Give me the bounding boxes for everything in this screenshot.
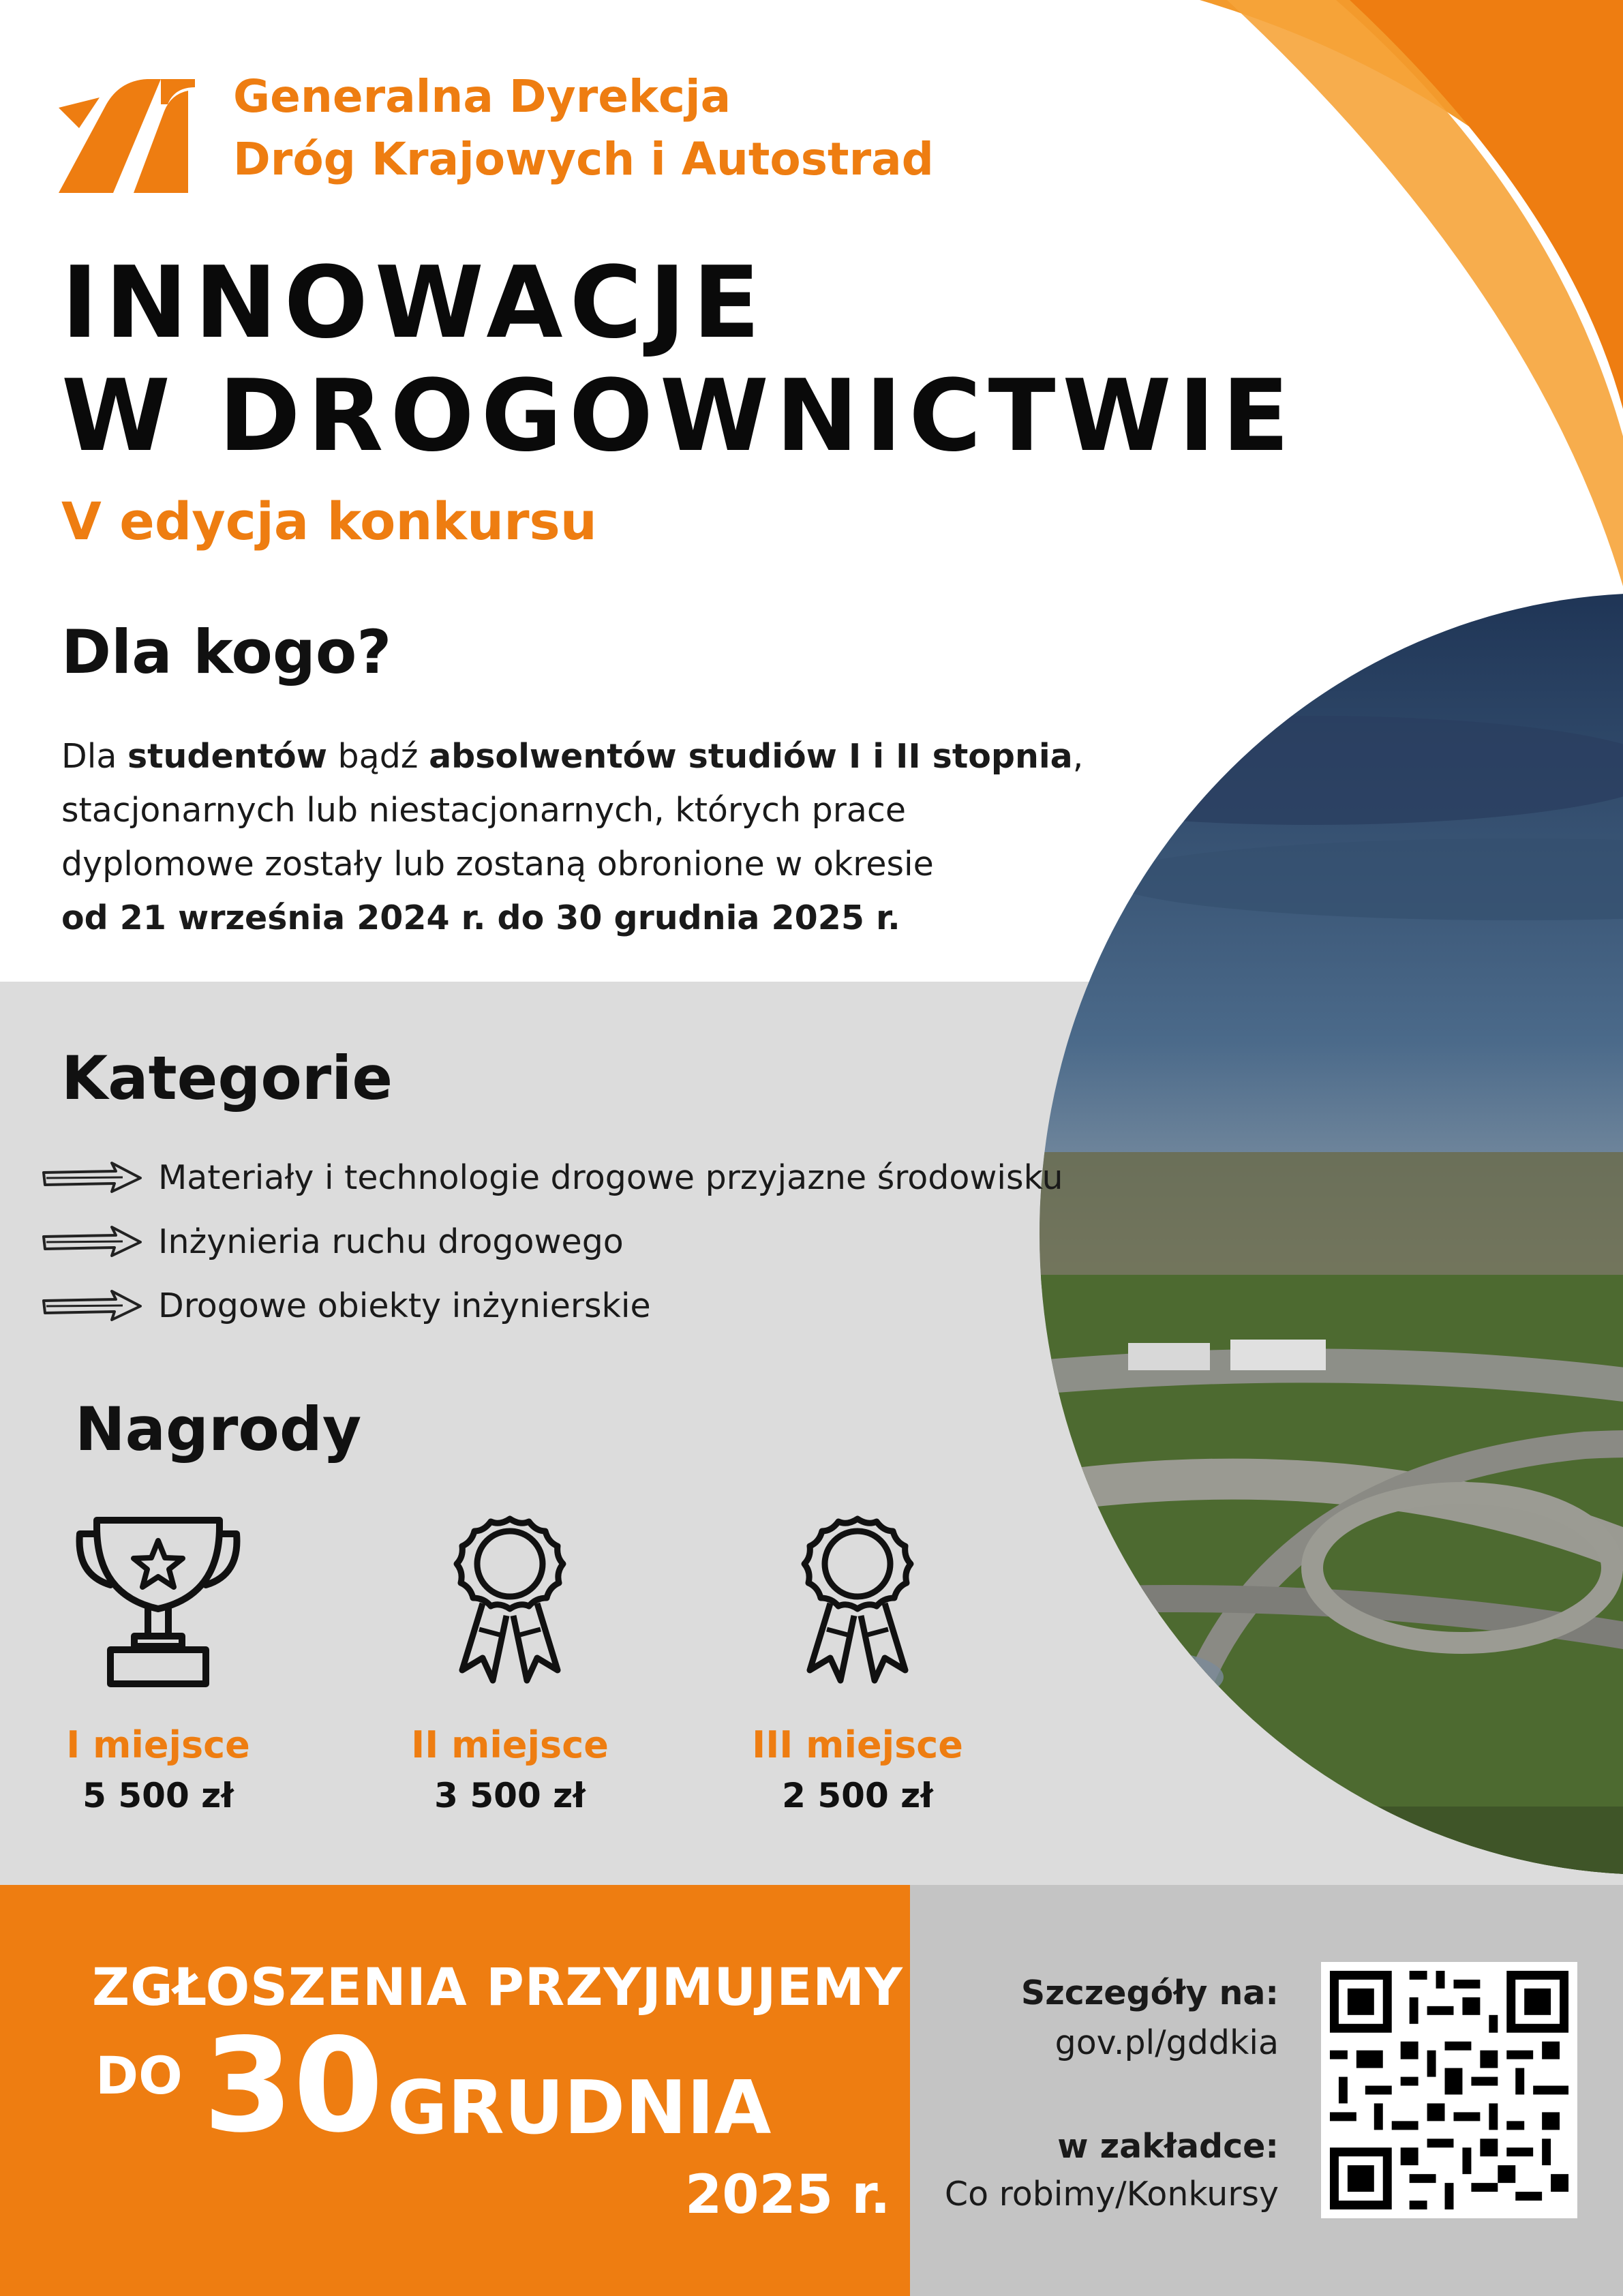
medal-icon (421, 1513, 598, 1691)
details-label (1021, 1974, 1279, 2012)
organization-name (233, 65, 934, 191)
category-label: Drogowe obiekty inżynierskie (158, 1286, 651, 1325)
prizes-heading: Nagrody (75, 1394, 362, 1464)
list-item (41, 1273, 1063, 1338)
organization-line-2: Dróg Krajowych i Autostrad (233, 133, 934, 185)
prize-place: III miejsce (752, 1723, 963, 1766)
for-whom-bold-1: studentów (127, 737, 327, 776)
details-tab-label-text: w zakładce: (1057, 2127, 1279, 2166)
prize-place: I miejsce (66, 1723, 250, 1766)
for-whom-line-2: stacjonarnych lub niestacjonarnych, których prace (61, 791, 906, 830)
edition-label: V edycja konkursu (61, 491, 597, 552)
for-whom-line-3: dyplomowe zostały lub zostaną obronione w okresie (61, 845, 934, 883)
for-whom-heading: Dla kogo? (61, 617, 392, 687)
for-whom-description (61, 729, 1152, 945)
details-tab: Co robimy/Konkursy (944, 2175, 1279, 2214)
categories-list (41, 1145, 1063, 1338)
prize-amount: 5 500 zł (82, 1776, 234, 1815)
categories-heading: Kategorie (61, 1043, 393, 1113)
hand-drawn-arrow-icon (41, 1288, 143, 1323)
deadline-heading: ZGŁOSZENIA PRZYJMUJEMY (92, 1957, 903, 2017)
prize-amount: 2 500 zł (782, 1776, 933, 1815)
prize-amount: 3 500 zł (434, 1776, 586, 1815)
prize-place: II miejsce (411, 1723, 609, 1766)
deadline-month: GRUDNIA (387, 2066, 772, 2151)
for-whom-date-range: od 21 września 2024 r. do 30 grudnia 2025 r. (61, 898, 900, 937)
hand-drawn-arrow-icon (41, 1224, 143, 1258)
title-line-1: INNOWACJE (61, 245, 767, 361)
for-whom-text-2: bądź (327, 737, 429, 776)
title-line-2: W DROGOWNICTWIE (61, 359, 1296, 474)
deadline-day: 30 (203, 2010, 384, 2161)
trophy-icon (70, 1513, 247, 1691)
deadline-do: DO (95, 2045, 183, 2106)
deadline-year: 2025 r. (685, 2164, 891, 2226)
list-item (41, 1209, 1063, 1273)
gddkia-logo-icon (59, 74, 195, 193)
details-url[interactable]: gov.pl/gddkia (1055, 2023, 1279, 2062)
prize-first (35, 1513, 281, 1815)
for-whom-bold-2: absolwentów studiów I i II stopnia (429, 737, 1073, 776)
organization-line-1: Generalna Dyrekcja (233, 70, 731, 123)
for-whom-text-1: Dla (61, 737, 127, 776)
prize-second (387, 1513, 633, 1815)
list-item (41, 1145, 1063, 1209)
hand-drawn-arrow-icon (41, 1160, 143, 1194)
category-label: Materiały i technologie drogowe przyjazne środowisku (158, 1158, 1063, 1197)
prize-third (735, 1513, 980, 1815)
medal-icon (769, 1513, 946, 1691)
poster-title (61, 247, 1296, 473)
details-label-text: Szczegóły na: (1020, 1974, 1279, 2012)
category-label: Inżynieria ruchu drogowego (158, 1222, 624, 1261)
qr-code-icon[interactable] (1321, 1962, 1577, 2218)
for-whom-text-3: , (1072, 737, 1084, 776)
details-tab-label (1057, 2127, 1279, 2166)
